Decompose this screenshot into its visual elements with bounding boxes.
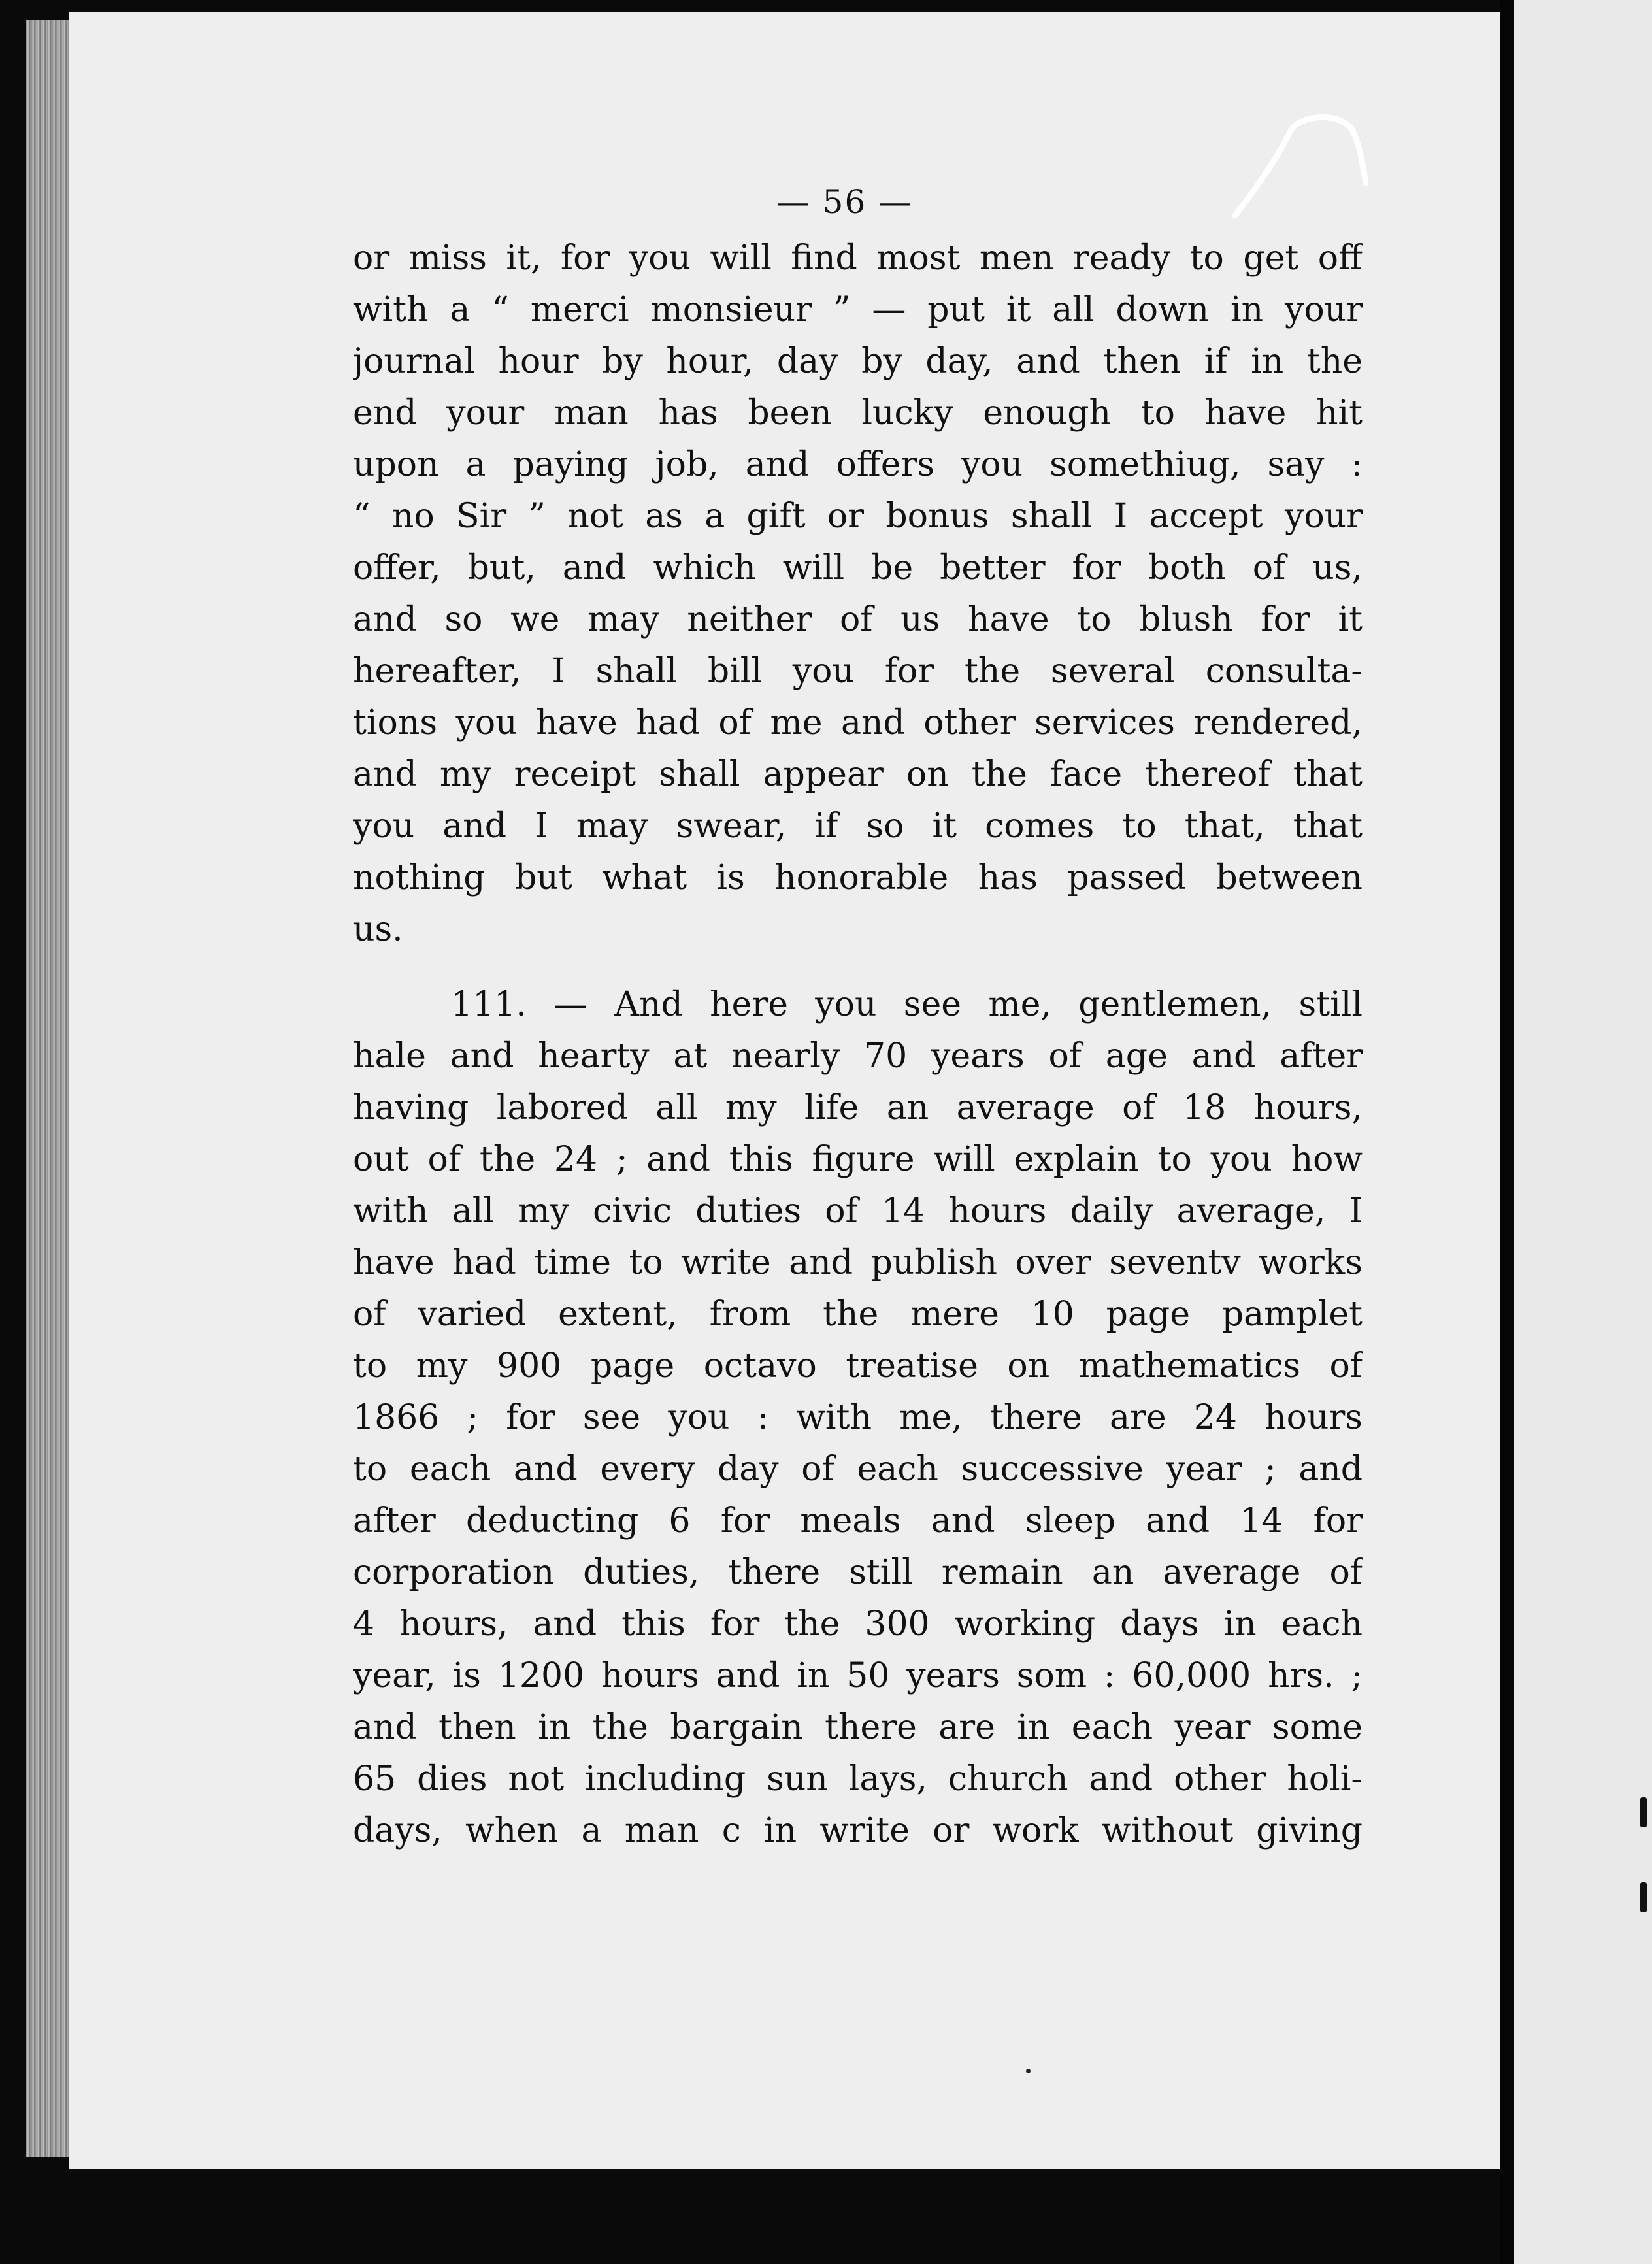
text-line: to each and every day of each successive year ; and bbox=[353, 1450, 1363, 1489]
text-line: 111. — And here you see me, gentlemen, still bbox=[451, 985, 1363, 1024]
text-line: hereafter, I shall bill you for the several consulta- bbox=[353, 652, 1363, 691]
page-stack-edge bbox=[26, 20, 72, 2157]
text-line: tions you have had of me and other services rendered, bbox=[353, 703, 1363, 742]
text-line: nothing but what is honorable has passed between bbox=[353, 858, 1363, 897]
text-line: to my 900 page octavo treatise on mathematics of bbox=[353, 1346, 1363, 1386]
text-line: us. bbox=[353, 910, 403, 949]
text-line: after deducting 6 for meals and sleep and 14 for bbox=[353, 1501, 1363, 1540]
text-line: 65 dies not including sun lays, church and other holi- bbox=[353, 1759, 1363, 1799]
text-line: days, when a man c in write or work without giving bbox=[353, 1811, 1363, 1850]
text-line: have had time to write and publish over seventv works bbox=[353, 1243, 1363, 1282]
text-line: offer, but, and which will be better for both of us, bbox=[353, 548, 1363, 588]
text-line: or miss it, for you will find most men ready to get off bbox=[353, 239, 1363, 278]
text-line: year, is 1200 hours and in 50 years som : 60,000 hrs. ; bbox=[353, 1656, 1363, 1695]
text-line: and my receipt shall appear on the face thereof that bbox=[353, 755, 1363, 794]
facing-page-edge bbox=[1514, 0, 1652, 2264]
text-line: hale and hearty at nearly 70 years of age and after bbox=[353, 1037, 1363, 1076]
ink-speck bbox=[1026, 2069, 1031, 2073]
facing-page-mark bbox=[1640, 1882, 1647, 1912]
text-line: 4 hours, and this for the 300 working days in each bbox=[353, 1605, 1363, 1644]
text-line: you and I may swear, if so it comes to that, that bbox=[353, 807, 1363, 846]
text-line: having labored all my life an average of 18 hours, bbox=[353, 1088, 1363, 1127]
text-line: and then in the bargain there are in each year some bbox=[353, 1708, 1363, 1747]
text-line: and so we may neither of us have to blush for it bbox=[353, 600, 1363, 639]
text-line: “ no Sir ” not as a gift or bonus shall I accept your bbox=[353, 497, 1363, 536]
page-content bbox=[353, 183, 1363, 1857]
text-line: end your man has been lucky enough to have hit bbox=[353, 393, 1363, 433]
text-line: upon a paying job, and offers you somethiug, say : bbox=[353, 445, 1363, 484]
text-line: corporation duties, there still remain an average of bbox=[353, 1553, 1363, 1592]
facing-page-mark bbox=[1640, 1797, 1647, 1827]
paragraph-1 bbox=[353, 233, 1363, 956]
page-number: — 56 — bbox=[776, 183, 913, 221]
text-line: out of the 24 ; and this figure will explain to you how bbox=[353, 1140, 1363, 1179]
text-line: journal hour by hour, day by day, and then if in the bbox=[353, 342, 1363, 381]
gutter-shadow bbox=[1500, 0, 1514, 2264]
text-line: with a “ merci monsieur ” — put it all down in your bbox=[353, 290, 1363, 329]
text-line: with all my civic duties of 14 hours daily average, I bbox=[353, 1191, 1363, 1231]
paragraph-111 bbox=[353, 979, 1363, 1857]
text-line: 1866 ; for see you : with me, there are 24 hours bbox=[353, 1398, 1363, 1437]
text-line: of varied extent, from the mere 10 page pamplet bbox=[353, 1295, 1363, 1334]
